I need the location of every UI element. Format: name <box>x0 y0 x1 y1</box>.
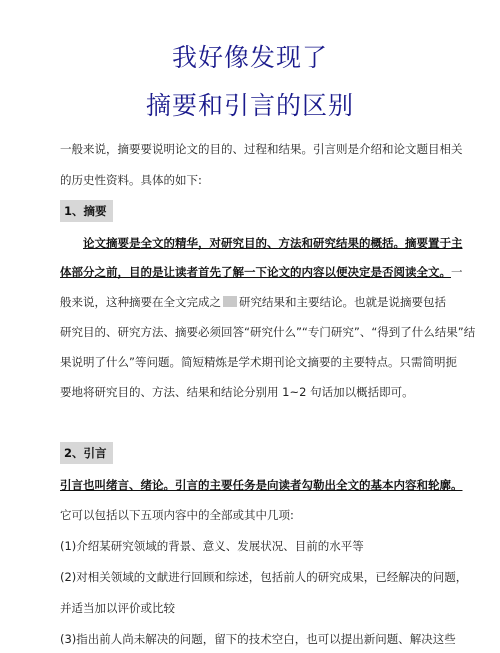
abstract-line-4: 研究目的、研究方法、摘要必须回答“研究什么”“专门研究”、“得到了什么结果”结 <box>60 325 476 339</box>
intro-section-item-2-line-1: (2)对相关领域的文献进行回顾和综述，包括前人的研究成果，已经解决的问题， <box>60 570 468 584</box>
abstract-line-3a: 般来说，这种摘要在全文完成之 <box>60 295 221 309</box>
intro-section-bold-text: 引言也叫绪言、绪论。引言的主要任务是向读者勾勒出全文的基本内容和轮廓。 <box>60 478 463 492</box>
abstract-line-2 <box>60 264 463 280</box>
intro-section-item-3-line-1: (3)指出前人尚未解决的问题，留下的技术空白，也可以提出新问题、解决这些 <box>60 632 456 646</box>
abstract-bold-text-2: 体部分之前，目的是让读者首先了解一下论文的内容以便决定是否阅读全文。 <box>60 265 451 279</box>
title-line-1: 我好像发现了 <box>171 43 328 72</box>
intro-section-item-2-line-2: 并适当加以评价或比较 <box>60 601 175 615</box>
abstract-bold-text-1: 论文摘要是全文的精华，对研究目的、方法和研究结果的概括。摘要置于主 <box>83 236 463 250</box>
image-thumbnail-icon <box>223 296 237 307</box>
section-heading-introduction: 2、引言 <box>60 442 113 464</box>
abstract-bold-line-1 <box>60 235 463 251</box>
section-heading-abstract: 1、摘要 <box>60 200 113 222</box>
intro-line-1: 一般来说，摘要要说明论文的目的、过程和结果。引言则是介绍和论文题目相关 <box>60 142 463 156</box>
abstract-tail-text: 一 <box>451 265 463 279</box>
intro-section-line-2: 它可以包括以下五项内容中的全部或其中几项: <box>60 508 294 522</box>
abstract-line-3b: 研究结果和主要结论。也就是说摘要包括 <box>239 295 446 309</box>
intro-section-bold-line <box>60 477 463 493</box>
title-line-2: 摘要和引言的区别 <box>145 91 354 120</box>
abstract-line-5: 果说明了什么”等问题。简短精炼是学术期刊论文摘要的主要特点。只需简明扼 <box>60 355 457 369</box>
intro-section-item-1: (1)介绍某研究领域的背景、意义、发展状况、目前的水平等 <box>60 539 364 553</box>
abstract-line-6: 要地将研究目的、方法、结果和结论分别用 1~2 句话加以概括即可。 <box>60 385 414 399</box>
abstract-line-3 <box>60 294 450 310</box>
intro-line-2: 的历史性资料。具体的如下: <box>60 173 202 187</box>
